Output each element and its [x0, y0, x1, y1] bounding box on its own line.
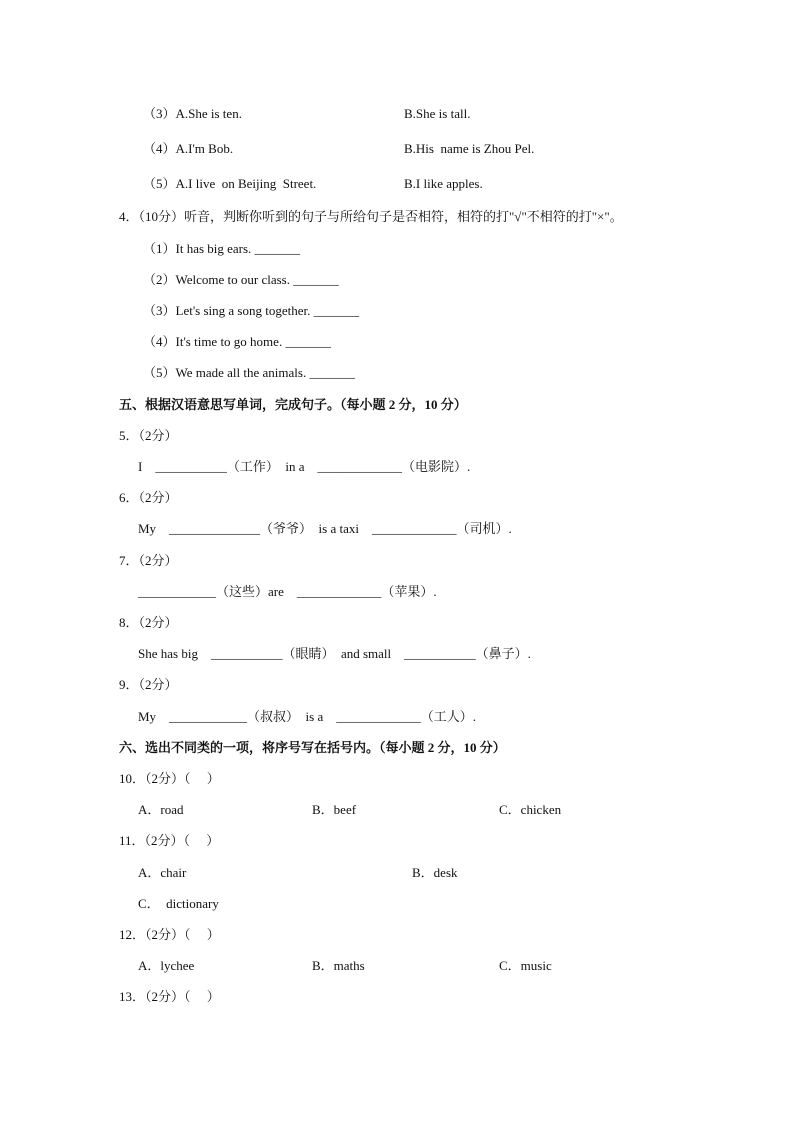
q11-option-a: A．chair [138, 865, 187, 880]
q4-item-3: （3）Let's sing a song together. _______ [143, 303, 360, 318]
q4-item-2: （2）Welcome to our class. _______ [143, 272, 339, 287]
q10-option-c: C．chicken [499, 802, 562, 817]
q9-sentence: My ____________（叔叔） is a _____________（工人）. [138, 709, 477, 724]
q3-option-3a: （3）A.She is ten. [143, 106, 242, 121]
q10-option-a: A．road [138, 802, 184, 817]
q12-option-c: C．music [499, 958, 552, 973]
q3-option-4b: B.His name is Zhou Pel. [404, 141, 535, 156]
q4-item-5: （5）We made all the animals. _______ [143, 365, 355, 380]
q5-number: 5．（2分） [119, 428, 178, 443]
q7-number: 7．（2分） [119, 553, 178, 568]
q11-number: 11．（2分）（ ） [119, 833, 220, 848]
q8-sentence: She has big ___________（眼睛） and small ___________（鼻子）. [138, 646, 531, 661]
q9-number: 9．（2分） [119, 677, 178, 692]
q10-number: 10．（2分）（ ） [119, 771, 220, 786]
q7-sentence: ____________（这些）are _____________（苹果）. [138, 584, 437, 599]
q5-sentence: I ___________（工作） in a _____________（电影院）. [138, 459, 471, 474]
q3-option-4a: （4）A.I'm Bob. [143, 141, 234, 156]
q6-number: 6．（2分） [119, 490, 178, 505]
section5-heading: 五、根据汉语意思写单词，完成句子。（每小题 2 分，10 分） [119, 397, 467, 412]
q6-sentence: My ______________（爷爷） is a taxi _____________（司机）. [138, 521, 512, 536]
q12-number: 12．（2分）（ ） [119, 927, 220, 942]
q11-option-c: C． dictionary [138, 896, 219, 911]
q4-item-1: （1）It has big ears. _______ [143, 241, 301, 256]
section6-heading: 六、选出不同类的一项，将序号写在括号内。（每小题 2 分，10 分） [119, 740, 506, 755]
q3-option-5b: B.I like apples. [404, 176, 483, 191]
q4-title: 4．（10分）听音，判断你听到的句子与所给句子是否相符，相符的打"√"不相符的打"×"。 [119, 209, 623, 224]
q12-option-a: A．lychee [138, 958, 195, 973]
q13-number: 13．（2分）（ ） [119, 989, 220, 1004]
q8-number: 8．（2分） [119, 615, 178, 630]
q12-option-b: B．maths [312, 958, 365, 973]
q3-option-3b: B.She is tall. [404, 106, 471, 121]
q10-option-b: B．beef [312, 802, 357, 817]
q3-option-5a: （5）A.I live on Beijing Street. [143, 176, 317, 191]
q11-option-b: B．desk [412, 865, 458, 880]
q4-item-4: （4）It's time to go home. _______ [143, 334, 331, 349]
